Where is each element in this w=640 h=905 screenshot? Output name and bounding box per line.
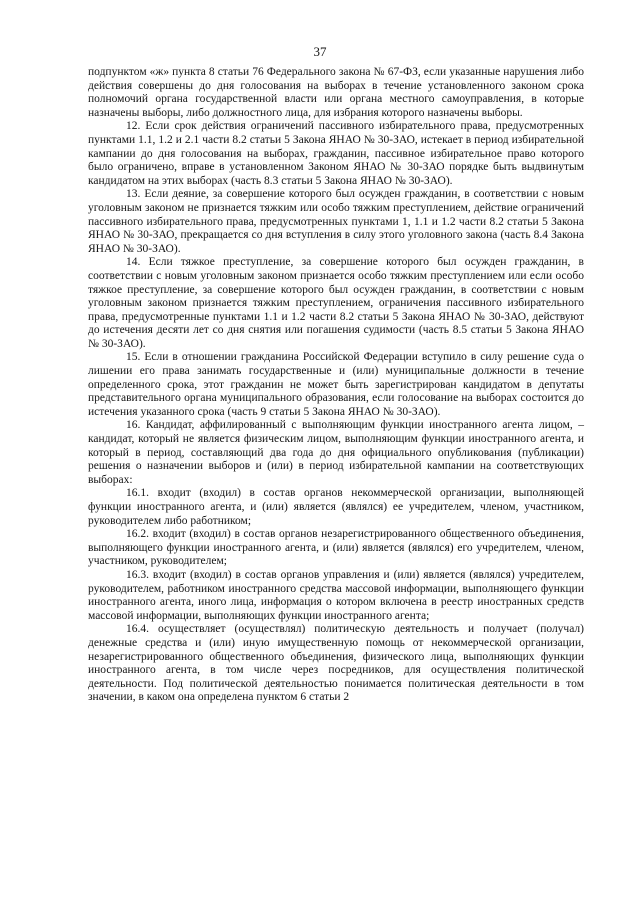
paragraph-item-14: 14. Если тяжкое преступление, за совершение которого был осужден гражданин, в соответствии с новым уголовным законом признается особо тяжким преступлением или если особо тяжкое преступление, за совершение которого был осужден гражданин, в соответствии с новым уголовным законом признается тяжким преступлением, ограничения пассивного избирательного права, предусмотренные пунктами 1.1 и 1.2 части 8.2 статьи 5 Закона ЯНАО № 30-ЗАО, действуют до истечения десяти лет со дня снятия или погашения судимости (часть 8.5 статьи 5 Закона ЯНАО № 30-ЗАО).: [88, 256, 584, 350]
paragraph-item-16-3: 16.3. входит (входил) в состав органов управления и (или) является (являлся) учредителем, руководителем, работником иностранного средства массовой информации, выполняющего функции иностранного агента, иного лица, информация о котором включена в реестр иностранных средств массовой информации, выполняющих функции иностранного агента;: [88, 568, 584, 622]
paragraph-item-12: 12. Если срок действия ограничений пассивного избирательного права, предусмотренных пунктами 1.1, 1.2 и 2.1 части 8.2 статьи 5 Закона ЯНАО № 30-ЗАО, истекает в период избирательной кампании до дня голосования на выборах, гражданин, пассивное избирательное право которого было ограничено, вправе в установленном Законом ЯНАО № 30-ЗАО порядке быть выдвинутым кандидатом на этих выборах (часть 8.3 статьи 5 Закона ЯНАО № 30-ЗАО).: [88, 120, 584, 187]
paragraph-item-16-2: 16.2. входит (входил) в состав органов незарегистрированного общественного объединения, выполняющего функции иностранного агента, и (или) является (являлся) его учредителем, членом, участником, руководителем;: [88, 528, 584, 568]
paragraph-item-16: 16. Кандидат, аффилированный с выполняющим функции иностранного агента лицом, – кандидат, который не является физическим лицом, выполняющим функции иностранного агента, и который в период, составляющий два года до дня официального опубликования (публикации) решения о назначении выборов и (или) в период избирательной кампании на соответствующих выборах:: [88, 419, 584, 486]
paragraph-item-16-1: 16.1. входит (входил) в состав органов некоммерческой организации, выполняющей функции иностранного агента, и (или) является (являлся) ее учредителем, членом, участником, руководителем либо работником;: [88, 487, 584, 527]
body-text: [88, 66, 584, 705]
paragraph-item-13: 13. Если деяние, за совершение которого был осужден гражданин, в соответствии с новым уголовным законом не признается тяжким или особо тяжким преступлением, действие ограничений пассивного избирательного права, предусмотренных пунктами 1, 1.1 и 1.2 части 8.2 статьи 5 Закона ЯНАО № 30-ЗАО, прекращается со дня вступления в силу этого уголовного закона (часть 8.4 Закона ЯНАО № 30-ЗАО).: [88, 188, 584, 255]
paragraph-item-16-4: 16.4. осуществляет (осуществлял) политическую деятельность и получает (получал) денежные средства и (или) иную имущественную помощь от некоммерческой организации, незарегистрированного общественного объединения, физического лица, выполняющих функции иностранного агента, в том числе через посредников, для осуществления политической деятельности. Под политической деятельностью понимается политическая деятельности в том значении, в каком она определена пунктом 6 статьи 2: [88, 623, 584, 704]
paragraph-item-15: 15. Если в отношении гражданина Российской Федерации вступило в силу решение суда о лишении его права занимать государственные и (или) муниципальные должности в течение определенного срока, этот гражданин не может быть зарегистрирован кандидатом в депутаты представительного органа муниципального образования, если голосование на выборах состоится до истечения указанного срока (часть 9 статьи 5 Закона ЯНАО № 30-ЗАО).: [88, 351, 584, 418]
paragraph-continuation: подпунктом «ж» пункта 8 статьи 76 Федерального закона № 67-ФЗ, если указанные нарушения либо действия совершены до дня голосования на выборах в течение установленного законом срока полномочий органа государственной власти или органа местного самоуправления, в которые назначены выборы, либо должностного лица, для избрания которого назначены выборы.: [88, 66, 584, 119]
page-number: 37: [313, 44, 327, 59]
